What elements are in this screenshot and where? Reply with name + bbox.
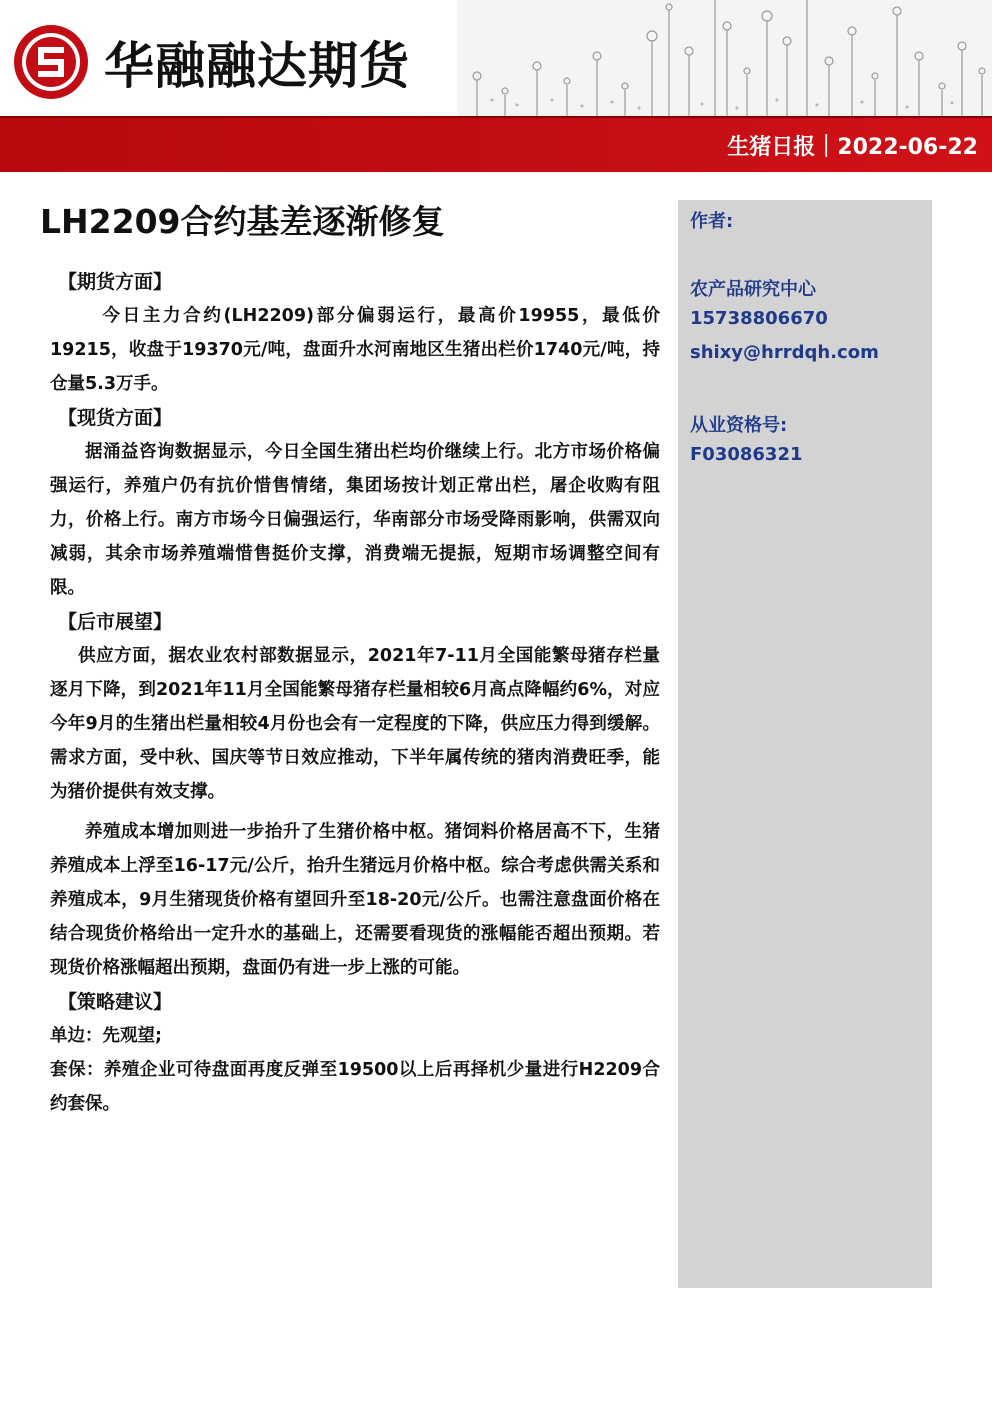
author-label: 作者:: [690, 211, 734, 232]
section-heading-outlook: 【后市展望】: [58, 611, 173, 633]
section-heading-spot: 【现货方面】: [58, 407, 173, 429]
company-logo: [12, 22, 410, 102]
company-name: 华融融达期货: [104, 36, 410, 95]
header-decoration: [457, 0, 992, 118]
strategy-single-side: 单边：先观望;: [50, 1026, 162, 1046]
report-type-date: 生猪日报｜2022-06-22: [727, 135, 978, 160]
outlook-paragraph-supply: 供应方面，据农业农村部数据显示，2021年7-11月全国能繁母猪存栏量逐月下降，到2021年11月全国能繁母猪存栏量相较6月高点降幅约6%，对应今年9月的生猪出栏量相较4月份也会有一定程度的下降，供应压力得到缓解。需求方面，受中秋、国庆等节日效应推动，下半年属传统的猪肉消费旺季，能为猪价提供有效支撑。: [50, 646, 660, 802]
strategy-hedging: 套保：养殖企业可待盘面再度反弹至19500以上后再择机少量进行H2209合约套保。: [50, 1060, 660, 1114]
author-dept: 农产品研究中心: [690, 279, 816, 300]
futures-paragraph: 今日主力合约(LH2209)部分偏弱运行，最高价19955，最低价19215，收盘于19370元/吨，盘面升水河南地区生猪出栏价1740元/吨，持仓量5.3万手。: [50, 306, 660, 394]
spot-paragraph: 据涌益咨询数据显示，今日全国生猪出栏均价继续上行。北方市场价格偏强运行，养殖户仍有抗价惜售情绪，集团场按计划正常出栏，屠企收购有阻力，价格上行。南方市场今日偏强运行，华南部分市场受降雨影响，供需双向减弱，其余市场养殖端惜售挺价支撑，消费端无提振，短期市场调整空间有限。: [50, 442, 660, 598]
coin-s-logo-icon: [12, 23, 90, 101]
author-phone: 15738806670: [690, 308, 828, 329]
author-email: shixy@hrrdqh.com: [690, 342, 879, 363]
outlook-paragraph-cost: 养殖成本增加则进一步抬升了生猪价格中枢。猪饲料价格居高不下，生猪养殖成本上浮至16-17元/公斤，抬升生猪远月价格中枢。综合考虑供需关系和养殖成本，9月生猪现货价格有望回升至18-20元/公斤。也需注意盘面价格在结合现货价格给出一定升水的基础上，还需要看现货的涨幅能否超出预期。若现货价格涨幅超出预期，盘面仍有进一步上涨的可能。: [50, 822, 660, 978]
license-label: 从业资格号:: [690, 415, 788, 436]
author-sidebar: [678, 200, 932, 1288]
report-body: [50, 265, 660, 1121]
section-heading-strategy: 【策略建议】: [58, 991, 173, 1013]
report-title: LH2209合约基差逐渐修复: [40, 202, 445, 241]
section-heading-futures: 【期货方面】: [58, 271, 173, 293]
license-number: F03086321: [690, 444, 803, 465]
